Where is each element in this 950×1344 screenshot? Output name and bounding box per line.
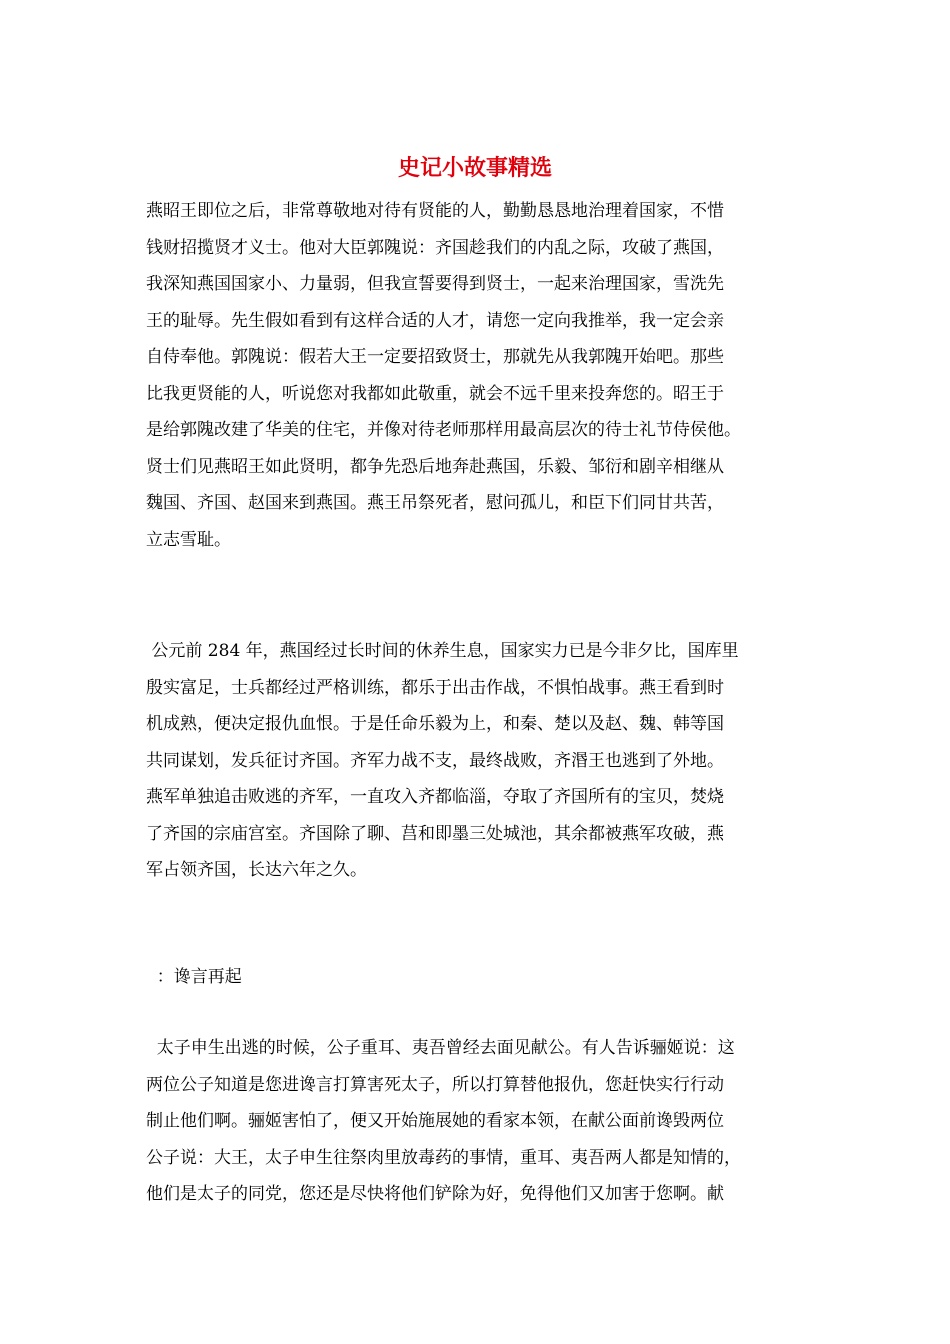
paragraph-yan-attacks-qi: 公元前 284 年，燕国经过长时间的休养生息，国家实力已是今非夕比，国库里 殷实富足，士兵都经过严格训练，都乐于出击作战，不惧怕战事。燕王看到时 机成熟，便决定报仇血恨。于是任命乐毅为上，和秦、楚以及赵、魏、韩等国 共同谋划，发兵征讨齐国。齐军力战不支，最终战败，齐湣王也逃到了外地。 燕军单独追击败逃的齐军，一直攻入齐都临淄，夺取了齐国所有的宝贝，焚烧 了齐国的宗庙宫室。齐国除了聊、莒和即墨三处城池，其余都被燕军攻破，燕 军占领齐国，长达六年之久。 <box>146 641 739 880</box>
paragraph-taizi-shensheng: 太子申生出逃的时候，公子重耳、夷吾曾经去面见献公。有人告诉骊姬说：这 两位公子知道是您进谗言打算害死太子，所以打算替他报仇，您赶快实行行动 制止他们啊。骊姬害怕了，便又开始施展她的看家本领，在献公面前谗毁两位 公子说：大王，太子申生往祭肉里放毒药的事情，重耳、夷吾两人都是知情的， 他们是太子的同党，您还是尽快将他们铲除为好，免得他们又加害于您啊。献 <box>146 1038 741 1204</box>
page-title: 史记小故事精选 <box>397 155 552 181</box>
paragraph-yan-zhao-wang: 燕昭王即位之后，非常尊敬地对待有贤能的人，勤勤恳恳地治理着国家，不惜 钱财招揽贤才义士。他对大臣郭隗说：齐国趁我们的内乱之际，攻破了燕国， 我深知燕国国家小、力量弱，但我宣誓要得到贤士，一起来治理国家，雪洗先 王的耻辱。先生假如看到有这样合适的人才，请您一定向我推举，我一定会亲 自侍奉他。郭隗说：假若大王一定要招致贤士，那就先从我郭隗开始吧。那些 比我更贤能的人，听说您对我都如此敬重，就会不远千里来投奔您的。昭王于 是给郭隗改建了华美的住宅，并像对待老师那样用最高层次的待士礼节侍侯他。 贤士们见燕昭王如此贤明，都争先恐后地奔赴燕国，乐毅、邹衍和剧辛相继从 魏国、齐国、赵国来到燕国。燕王吊祭死者，慰问孤儿，和臣下们同甘共苦， 立志雪耻。 <box>146 201 741 550</box>
section-heading-slander: ：谗言再起 <box>146 967 242 987</box>
